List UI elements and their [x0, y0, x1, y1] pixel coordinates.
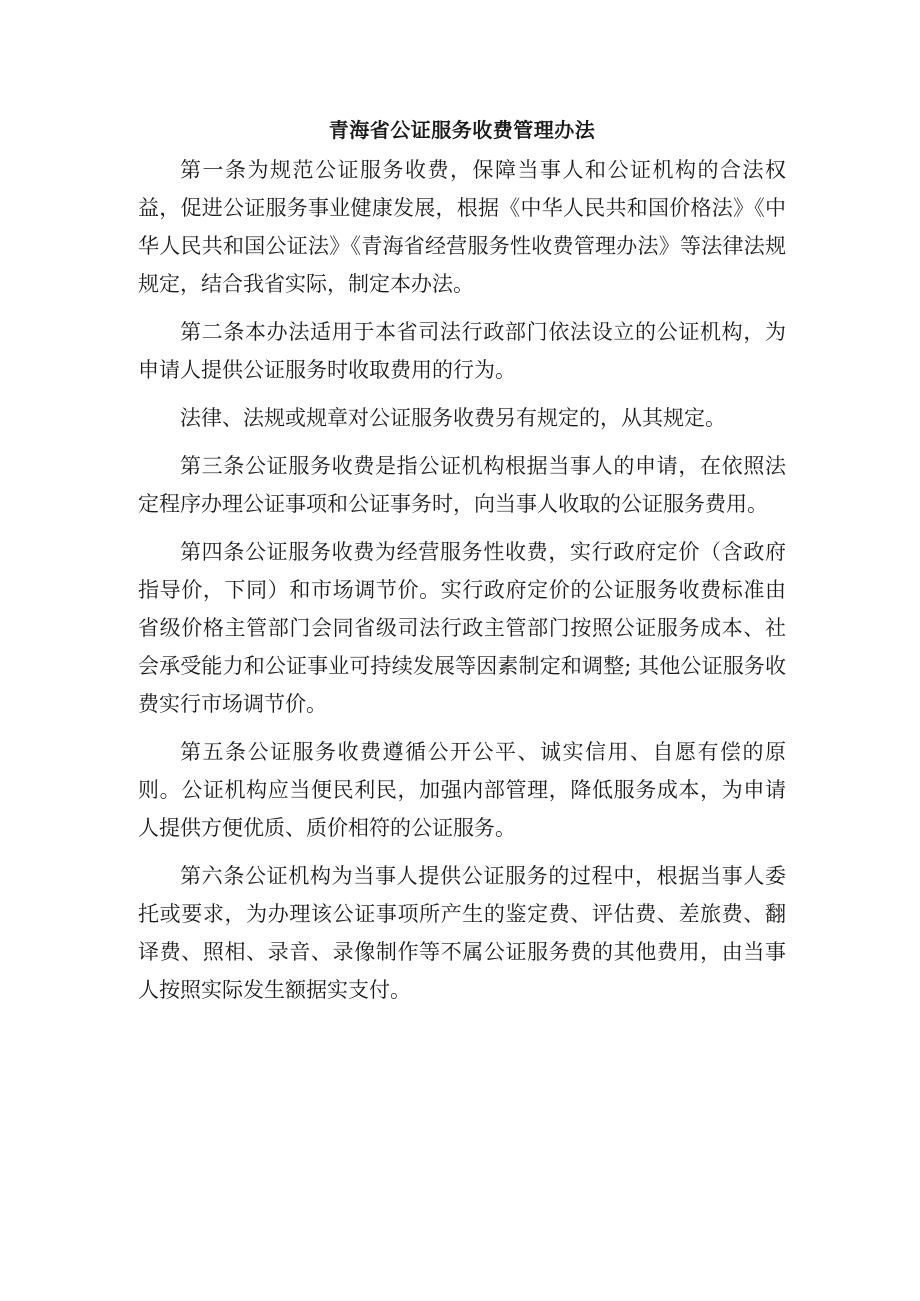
article-4-paragraph: 第四条公证服务收费为经营服务性收费，实行政府定价（含政府指导价，下同）和市场调节价。实行政府定价的公证服务收费标准由省级价格主管部门会同省级司法行政主管部门按照公证服务成本、社会承受能力和公证事业可持续发展等因素制定和调整; 其他公证服务收费实行市场调节价。	[138, 540, 786, 716]
article-6-paragraph: 第六条公证机构为当事人提供公证服务的过程中，根据当事人委托或要求，为办理该公证事项所产生的鉴定费、评估费、差旅费、翻译费、照相、录音、录像制作等不属公证服务费的其他费用，由当事人按照实际发生额据实支付。	[138, 864, 786, 1002]
article-2-supplement-paragraph: 法律、法规或规章对公证服务收费另有规定的，从其规定。	[180, 406, 726, 430]
document-page	[138, 112, 786, 1019]
article-3-paragraph: 第三条公证服务收费是指公证机构根据当事人的申请，在依照法定程序办理公证事项和公证事务时，向当事人收取的公证服务费用。	[138, 454, 786, 516]
document-title: 青海省公证服务收费管理办法	[328, 118, 596, 142]
article-2-paragraph: 第二条本办法适用于本省司法行政部门依法设立的公证机构，为申请人提供公证服务时收取费用的行为。	[138, 320, 786, 382]
article-5-paragraph: 第五条公证服务收费遵循公开公平、诚实信用、自愿有偿的原则。公证机构应当便民利民，加强内部管理，降低服务成本，为申请人提供方便优质、质价相符的公证服务。	[138, 740, 786, 840]
article-1-paragraph: 第一条为规范公证服务收费，保障当事人和公证机构的合法权益，促进公证服务事业健康发展，根据《中华人民共和国价格法》《中华人民共和国公证法》《青海省经营服务性收费管理办法》等法律法规规定，结合我省实际，制定本办法。	[138, 158, 786, 296]
